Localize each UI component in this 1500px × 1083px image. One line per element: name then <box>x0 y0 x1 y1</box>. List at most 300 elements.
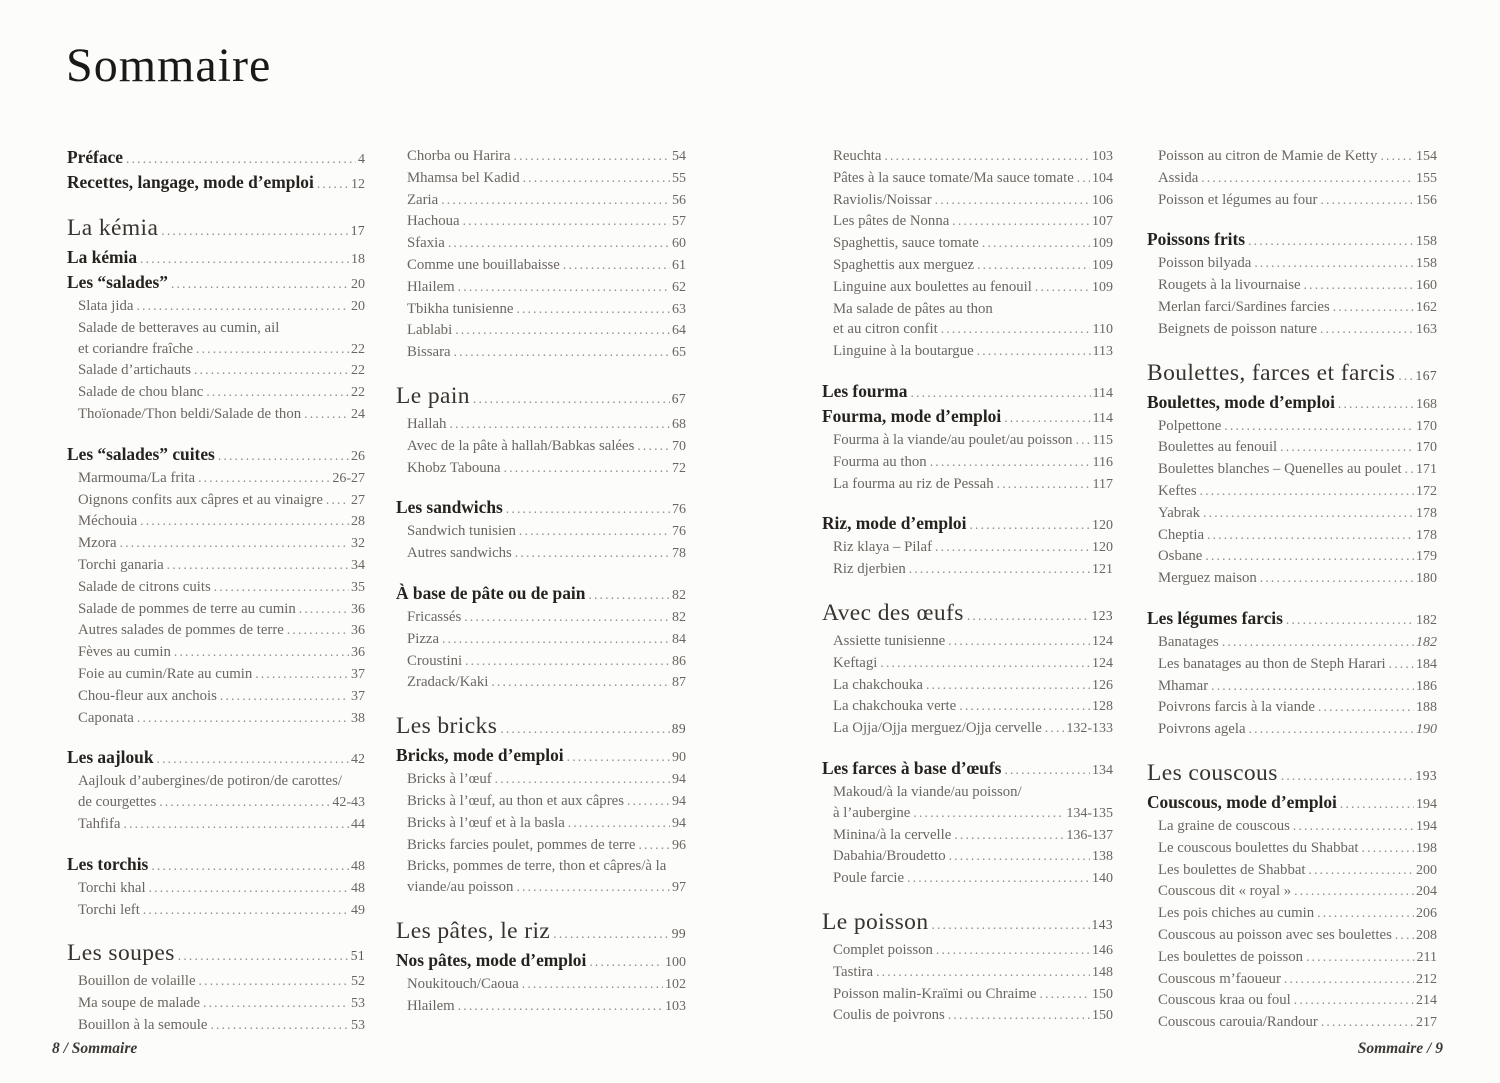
toc-label: Salade d’artichauts <box>78 362 191 379</box>
toc-chapter-heading <box>1147 358 1437 391</box>
dot-leader <box>1286 608 1414 631</box>
dot-leader <box>909 559 1090 580</box>
toc-label: Oignons confits aux câpres et au vinaigre <box>78 491 323 508</box>
toc-label: Pizza <box>407 630 440 647</box>
toc-entry <box>1147 503 1437 525</box>
toc-label: Makoud/à la viande/au poisson/ <box>833 783 1022 800</box>
dot-leader <box>151 854 349 877</box>
toc-page-number: 61 <box>672 257 686 273</box>
toc-entry <box>822 430 1113 452</box>
toc-page-number: 60 <box>672 236 686 252</box>
toc-page-number: 22 <box>351 363 365 379</box>
toc-page-number: 22 <box>351 341 365 357</box>
toc-entry <box>1147 1012 1437 1034</box>
toc-label: Marmouma/La frita <box>78 469 196 486</box>
toc-chapter-heading <box>396 381 686 414</box>
dot-leader <box>959 696 1090 717</box>
toc-entry <box>396 521 686 543</box>
toc-label: et au citron confit <box>833 321 938 338</box>
toc-page-number: 37 <box>351 688 365 704</box>
toc-label: Foie au cumin/Rate au cumin <box>78 665 253 682</box>
toc-page-number: 72 <box>672 460 686 476</box>
dot-leader <box>458 277 670 298</box>
toc-label: La kémia <box>67 247 138 267</box>
toc-label: Zaria <box>407 191 439 208</box>
toc-section-heading <box>67 271 365 296</box>
toc-label: Les boulettes de poisson <box>1158 948 1304 965</box>
toc-label: Les couscous <box>1147 759 1278 786</box>
toc-entry <box>396 414 686 436</box>
toc-page-number: 53 <box>351 1017 365 1033</box>
toc-entry <box>1147 860 1437 882</box>
toc-entry <box>1147 416 1437 438</box>
toc-page-number: 106 <box>1092 192 1113 208</box>
toc-entry <box>396 436 686 458</box>
toc-label: Couscous carouia/Randour <box>1158 1014 1318 1031</box>
toc-label: Banatages <box>1158 633 1219 650</box>
toc-entry <box>822 299 1113 320</box>
toc-block <box>396 711 686 899</box>
toc-chapter-heading <box>67 938 365 971</box>
toc-page-number: 56 <box>672 192 686 208</box>
toc-entry <box>396 996 686 1018</box>
dot-leader <box>911 381 1091 404</box>
toc-page-number: 182 <box>1416 634 1437 650</box>
toc-entry <box>1147 697 1437 719</box>
dot-leader <box>949 846 1090 867</box>
toc-page-number: 63 <box>672 301 686 317</box>
toc-block <box>396 582 686 694</box>
toc-page-number: 24 <box>351 406 365 422</box>
toc-page-number: 70 <box>672 438 686 454</box>
toc-label: Riz djerbien <box>833 561 906 578</box>
dot-leader <box>161 215 348 246</box>
toc-page-number: 55 <box>672 170 686 186</box>
toc-page-number: 184 <box>1416 656 1437 672</box>
toc-entry <box>822 653 1113 675</box>
toc-page-number: 18 <box>351 252 365 267</box>
toc-block <box>396 381 686 479</box>
dot-leader <box>952 211 1090 232</box>
dot-leader <box>506 497 670 520</box>
toc-label: Bissara <box>407 344 451 361</box>
dot-leader <box>637 436 670 457</box>
toc-page-number: 87 <box>672 675 686 691</box>
toc-entry <box>1147 146 1437 168</box>
toc-label: Couscous dit « royal » <box>1158 883 1292 900</box>
toc-label: Salade de chou blanc <box>78 384 204 401</box>
dot-leader <box>220 686 349 707</box>
toc-label: Comme une bouillabaisse <box>407 256 560 273</box>
toc-entry <box>396 856 686 877</box>
toc-entry <box>396 299 686 321</box>
dot-leader <box>567 745 670 768</box>
toc-entry <box>396 255 686 277</box>
dot-leader <box>1207 525 1414 546</box>
toc-entry <box>1147 676 1437 698</box>
toc-entry <box>822 146 1113 168</box>
dot-leader <box>977 341 1091 362</box>
toc-label: La kémia <box>67 215 159 241</box>
toc-page-number: 27 <box>351 492 365 508</box>
toc-label: Aajlouk d’aubergines/de potiron/de carottes/ <box>78 773 342 790</box>
toc-label: Dabahia/Broudetto <box>833 848 946 865</box>
toc-page-number: 150 <box>1092 1008 1113 1024</box>
toc-page-number: 170 <box>1416 418 1437 434</box>
dot-leader <box>136 296 349 317</box>
toc-entry <box>1147 632 1437 654</box>
dot-leader <box>1340 792 1414 815</box>
toc-page-number: 4 <box>358 152 365 167</box>
page-title: Sommaire <box>66 39 272 92</box>
toc-label: Poisson au citron de Mamie de Ketty <box>1158 148 1378 164</box>
toc-entry <box>1147 459 1437 481</box>
dot-leader <box>913 803 1064 824</box>
toc-label: Merguez maison <box>1158 570 1257 587</box>
toc-label: Sfaxia <box>407 235 445 252</box>
toc-label: Torchi khal <box>78 879 146 896</box>
dot-leader <box>880 653 1090 674</box>
toc-label: Les “salades” <box>67 272 168 292</box>
toc-page-number: 116 <box>1092 454 1113 470</box>
toc-page-number: 53 <box>351 996 365 1012</box>
toc-page-number: 194 <box>1416 796 1437 812</box>
dot-leader <box>1320 319 1414 340</box>
toc-page-number: 51 <box>350 948 365 964</box>
toc-section-heading <box>67 246 365 271</box>
dot-leader <box>491 672 670 693</box>
dot-leader <box>214 577 349 598</box>
dot-leader <box>449 414 670 435</box>
toc-label: Osbane <box>1158 548 1203 565</box>
toc-label: Slata jida <box>78 298 134 314</box>
toc-page-number: 110 <box>1092 322 1113 338</box>
toc-label: Chorba ou Harira <box>407 148 511 164</box>
toc-label: Riz, mode d’emploi <box>822 513 967 534</box>
toc-block <box>67 443 365 730</box>
dot-leader <box>299 599 349 620</box>
toc-entry <box>67 686 365 708</box>
dot-leader <box>1039 984 1090 1005</box>
toc-entry <box>396 672 686 694</box>
toc-label: Poisson bilyada <box>1158 255 1252 272</box>
toc-section-heading <box>1147 791 1437 816</box>
toc-page-number: 121 <box>1092 562 1113 578</box>
toc-page-number: 179 <box>1416 549 1437 565</box>
toc-chapter-heading <box>822 598 1113 631</box>
toc-label: Bricks à l’œuf, au thon et aux câpres <box>407 792 624 809</box>
toc-label: Le pain <box>396 382 470 409</box>
toc-entry <box>67 642 365 664</box>
toc-page-number: 17 <box>350 223 365 238</box>
toc-entry <box>822 825 1113 847</box>
toc-page-number: 194 <box>1416 818 1437 834</box>
toc-entry <box>1147 190 1437 212</box>
toc-entry <box>1147 568 1437 590</box>
toc-label: Les torchis <box>67 853 149 874</box>
toc-page-number: 20 <box>351 299 365 314</box>
dot-leader <box>140 511 349 532</box>
toc-block <box>822 512 1113 581</box>
toc-page-number: 94 <box>672 772 686 788</box>
toc-label: Tastira <box>833 963 874 980</box>
toc-label: Avec des œufs <box>822 599 964 626</box>
toc-block <box>822 757 1113 890</box>
toc-entry <box>1147 947 1437 969</box>
dot-leader <box>568 813 670 834</box>
toc-label: Boulettes, farces et farcis <box>1147 359 1396 386</box>
toc-page-number: 204 <box>1416 884 1437 900</box>
toc-page-number: 22 <box>351 385 365 401</box>
dot-leader <box>1035 277 1090 298</box>
dot-leader <box>218 444 349 467</box>
toc-page-number: 48 <box>351 880 365 896</box>
toc-label: La graine de couscous <box>1158 817 1290 834</box>
toc-page-number: 155 <box>1416 170 1437 186</box>
toc-page-number: 134 <box>1092 762 1113 778</box>
toc-entry <box>396 320 686 342</box>
toc-label: Les sandwichs <box>396 497 503 518</box>
dot-leader <box>203 993 349 1014</box>
dot-leader <box>140 247 349 270</box>
toc-label: Bricks farcies poulet, pommes de terre <box>407 836 636 853</box>
toc-entry <box>67 533 365 555</box>
dot-leader <box>1224 416 1414 437</box>
toc-entry <box>822 190 1113 212</box>
toc-entry <box>67 708 365 730</box>
toc-label: Ma salade de pâtes au thon <box>833 300 993 317</box>
toc-page-number: 115 <box>1092 432 1113 448</box>
dot-leader <box>523 168 670 189</box>
toc-page-number: 212 <box>1416 971 1437 987</box>
toc-page-number: 26 <box>351 448 365 464</box>
toc-page-number: 35 <box>351 579 365 595</box>
toc-label: Avec de la pâte à hallah/Babkas salées <box>407 437 635 454</box>
toc-entry <box>822 277 1113 299</box>
toc-page-number: 168 <box>1416 396 1437 412</box>
dot-leader <box>948 631 1090 652</box>
toc-page-number: 132-133 <box>1066 721 1113 737</box>
toc-label: Préface <box>67 147 123 167</box>
dot-leader <box>1280 437 1414 458</box>
toc-label: Hachoua <box>407 213 460 230</box>
toc-page-number: 36 <box>351 623 365 639</box>
toc-entry <box>1147 275 1437 297</box>
toc-entry <box>396 168 686 190</box>
toc-page-number: 170 <box>1416 440 1437 456</box>
toc-section-heading <box>67 443 365 468</box>
toc-label: Zradack/Kaki <box>407 674 489 691</box>
dot-leader <box>1004 406 1090 429</box>
toc-entry <box>396 651 686 673</box>
toc-column-4 <box>1147 146 1437 1034</box>
dot-leader <box>516 299 670 320</box>
dot-leader <box>1045 718 1064 739</box>
toc-label: Le poisson <box>822 908 929 935</box>
toc-page-number: 82 <box>672 609 686 625</box>
dot-leader <box>967 600 1090 631</box>
toc-page-number: 65 <box>672 345 686 361</box>
dot-leader <box>210 1015 349 1036</box>
dot-leader <box>876 962 1090 983</box>
toc-label: Mhamar <box>1158 677 1209 694</box>
toc-page-number: 208 <box>1416 927 1437 943</box>
toc-page-number: 171 <box>1416 462 1437 478</box>
toc-entry <box>822 984 1113 1006</box>
toc-page-number: 124 <box>1092 655 1113 671</box>
dot-leader <box>194 360 349 381</box>
toc-page-number: 32 <box>351 536 365 552</box>
toc-entry <box>67 900 365 922</box>
dot-leader <box>454 342 670 363</box>
toc-page-number: 76 <box>672 502 686 518</box>
dot-leader <box>930 452 1091 473</box>
toc-label: Les pois chiches au cumin <box>1158 905 1315 922</box>
toc-entry <box>67 511 365 533</box>
toc-page-number: 36 <box>351 645 365 661</box>
toc-block <box>396 496 686 565</box>
footer-left-page-number: 8 / Sommaire <box>52 1040 138 1057</box>
toc-label: Sandwich tunisien <box>407 523 516 540</box>
toc-block <box>67 853 365 922</box>
toc-page-number: 206 <box>1416 906 1437 922</box>
toc-entry <box>1147 297 1437 319</box>
dot-leader <box>1254 253 1414 274</box>
toc-label: Nos pâtes, mode d’emploi <box>396 949 587 970</box>
toc-page-number: 48 <box>351 858 365 874</box>
toc-page-number: 103 <box>665 998 686 1014</box>
toc-label: Salade de citrons cuits <box>78 578 211 595</box>
toc-label: et coriandre fraîche <box>78 340 194 357</box>
toc-label: Les pâtes, le riz <box>396 917 551 944</box>
toc-entry <box>822 782 1113 803</box>
dot-leader <box>1318 697 1414 718</box>
toc-page-number: 94 <box>672 815 686 831</box>
dot-leader <box>159 792 330 813</box>
toc-page-number: 146 <box>1092 942 1113 958</box>
toc-entry <box>1147 925 1437 947</box>
dot-leader <box>1205 546 1414 567</box>
dot-leader <box>1362 838 1414 859</box>
dot-leader <box>1338 392 1414 415</box>
toc-page-number: 109 <box>1092 236 1113 252</box>
toc-label: Poissons frits <box>1147 229 1246 250</box>
toc-block <box>822 380 1113 495</box>
toc-entry <box>396 277 686 299</box>
dot-leader <box>1294 881 1414 902</box>
toc-label: Couscous kraa ou foul <box>1158 992 1291 1009</box>
dot-leader <box>441 190 670 211</box>
dot-leader <box>1389 654 1414 675</box>
toc-entry <box>67 878 365 900</box>
toc-entry <box>822 474 1113 496</box>
toc-page-number: 158 <box>1416 234 1437 250</box>
toc-label: Boulettes, mode d’emploi <box>1147 391 1335 412</box>
toc-page-number: 104 <box>1092 170 1113 186</box>
toc-page-number: 198 <box>1416 840 1437 856</box>
toc-page-number: 67 <box>671 390 686 406</box>
toc-entry <box>396 835 686 857</box>
toc-entry <box>1147 990 1437 1012</box>
toc-entry <box>396 211 686 233</box>
toc-page-number: 12 <box>351 177 365 192</box>
dot-leader <box>1281 760 1414 791</box>
toc-page-number: 113 <box>1092 344 1113 360</box>
toc-section-heading <box>67 853 365 878</box>
toc-label: Poisson malin-Kraïmi ou Chraime <box>833 985 1037 1002</box>
toc-label: Tahfifa <box>78 815 121 832</box>
toc-block <box>396 146 686 364</box>
toc-page-number: 99 <box>671 925 686 941</box>
toc-label: Khobz Tabouna <box>407 459 501 476</box>
dot-leader <box>1004 758 1090 781</box>
dot-leader <box>588 583 670 606</box>
dot-leader <box>199 971 349 992</box>
toc-section-heading <box>396 582 686 607</box>
toc-label: Hallah <box>407 415 447 432</box>
dot-leader <box>255 664 349 685</box>
toc-label: Beignets de poisson nature <box>1158 320 1318 337</box>
toc-label: Poisson et légumes au four <box>1158 191 1318 208</box>
toc-label: Les aajlouk <box>67 747 154 768</box>
toc-chapter-heading <box>396 916 686 949</box>
toc-page-number: 89 <box>671 721 686 737</box>
toc-chapter-heading <box>822 907 1113 940</box>
toc-page-number: 44 <box>351 816 365 832</box>
toc-page-number: 94 <box>672 793 686 809</box>
dot-leader <box>1395 925 1414 946</box>
toc-page-number: 103 <box>1092 149 1113 164</box>
toc-label: Raviolis/Noissar <box>833 191 932 208</box>
toc-page-number: 34 <box>351 557 365 573</box>
dot-leader <box>1284 969 1414 990</box>
dot-leader <box>149 878 349 899</box>
toc-page-number: 107 <box>1092 214 1113 230</box>
toc-label: La chakchouka <box>833 676 923 693</box>
dot-leader <box>326 490 349 511</box>
toc-entry <box>822 962 1113 984</box>
toc-page-number: 138 <box>1092 849 1113 865</box>
toc-entry <box>1147 838 1437 860</box>
toc-entry <box>1147 816 1437 838</box>
toc-page-number: 190 <box>1416 722 1437 738</box>
toc-chapter-heading <box>1147 758 1437 791</box>
toc-entry <box>67 360 365 382</box>
toc-label: Salade de betteraves au cumin, ail <box>78 319 280 336</box>
toc-page-number: 114 <box>1092 410 1113 426</box>
toc-label: La Ojja/Ojja merguez/Ojja cervelle <box>833 720 1042 737</box>
toc-label: Les “salades” cuites <box>67 443 215 464</box>
toc-page-number: 158 <box>1416 256 1437 272</box>
toc-page-number: 167 <box>1415 367 1437 383</box>
toc-entry <box>67 318 365 339</box>
toc-page-number: 117 <box>1092 476 1113 492</box>
toc-page-number: 102 <box>665 976 686 992</box>
toc-page-number: 193 <box>1415 767 1437 783</box>
toc-entry <box>396 190 686 212</box>
toc-page-number: 178 <box>1416 505 1437 521</box>
dot-leader <box>198 468 330 489</box>
toc-page-number: 68 <box>672 416 686 432</box>
toc-entry <box>67 339 365 361</box>
toc-label: Autres salades de pommes de terre <box>78 622 284 639</box>
dot-leader <box>519 521 670 542</box>
toc-entry <box>1147 168 1437 190</box>
toc-label: La chakchouka verte <box>833 698 957 715</box>
toc-entry <box>396 342 686 364</box>
dot-leader <box>948 1005 1090 1026</box>
dot-leader <box>982 233 1090 254</box>
